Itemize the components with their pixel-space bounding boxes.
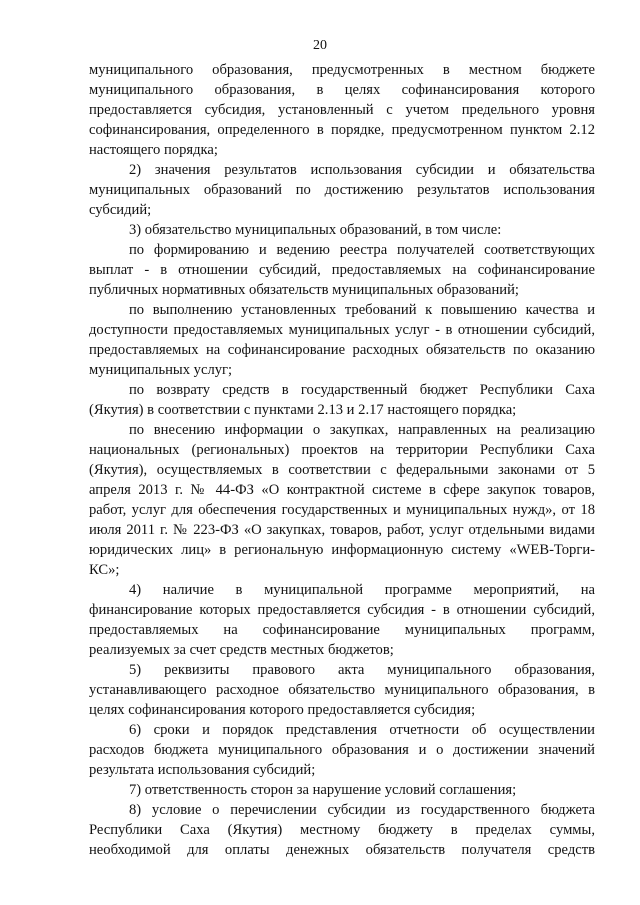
text-line: 7) ответственность сторон за нарушение условий соглашения; xyxy=(129,782,517,798)
text-line: муниципальных услуг; xyxy=(89,362,233,378)
text-line: национальных (региональных) проектов на территории Республики Саха xyxy=(89,442,595,458)
text-line: Республики Саха (Якутия) местному бюджету в пределах суммы, xyxy=(89,822,595,838)
text-line: 6) сроки и порядок представления отчетности об осуществлении xyxy=(129,722,595,738)
text-line: необходимой для оплаты денежных обязательств получателя средств xyxy=(89,842,595,858)
page-number: 20 xyxy=(313,38,327,53)
text-line: настоящего порядка; xyxy=(89,142,218,158)
text-line: муниципальных образований по достижению результатов использования xyxy=(89,182,595,198)
text-line: целях софинансирования которого предоставляется субсидия; xyxy=(89,702,476,718)
text-line: результата использования субсидий; xyxy=(89,762,316,778)
text-line: расходов бюджета муниципального образования и о достижении значений xyxy=(89,742,595,758)
text-line: (Якутия), осуществляемых в соответствии с федеральными законами от 5 xyxy=(89,462,595,478)
text-line: апреля 2013 г. № 44-ФЗ «О контрактной системе в сфере закупок товаров, xyxy=(89,482,595,498)
text-line: 5) реквизиты правового акта муниципального образования, xyxy=(129,662,595,678)
document-body xyxy=(89,60,595,860)
text-line: предоставляемых на софинансирование расходных обязательств по оказанию xyxy=(89,342,595,358)
text-line: 4) наличие в муниципальной программе мероприятий, на xyxy=(129,582,595,598)
text-line: выплат - в отношении субсидий, предоставляемых на софинансирование xyxy=(89,262,595,278)
text-line: июля 2011 г. № 223-ФЗ «О закупках, товаров, работ, услуг отдельными видами xyxy=(89,522,595,538)
text-line: предоставляется субсидия, установленный с учетом предельного уровня xyxy=(89,102,595,118)
text-line: по внесению информации о закупках, направленных на реализацию xyxy=(129,422,595,438)
text-line: устанавливающего расходное обязательство муниципального образования, в xyxy=(89,682,595,698)
text-line: юридических лиц» в региональную информационную систему «WEB-Торги- xyxy=(89,542,595,558)
text-line: доступности предоставляемых муниципальных услуг - в отношении субсидий, xyxy=(89,322,595,338)
text-line: муниципального образования, предусмотренных в местном бюджете xyxy=(89,62,595,78)
text-line: предоставляемых на софинансирование муниципальных программ, xyxy=(89,622,595,638)
text-line: по возврату средств в государственный бюджет Республики Саха xyxy=(129,382,595,398)
text-line: 8) условие о перечислении субсидии из государственного бюджета xyxy=(129,802,595,818)
text-line: субсидий; xyxy=(89,202,152,218)
text-line: публичных нормативных обязательств муниципальных образований; xyxy=(89,282,519,298)
text-line: (Якутия) в соответствии с пунктами 2.13 и 2.17 настоящего порядка; xyxy=(89,402,517,418)
text-line: работ, услуг для обеспечения государственных и муниципальных нужд», от 18 xyxy=(89,502,595,518)
text-line: по формированию и ведению реестра получателей соответствующих xyxy=(129,242,595,258)
text-line: КС»; xyxy=(89,562,120,578)
text-line: финансирование которых предоставляется субсидия - в отношении субсидий, xyxy=(89,602,595,618)
text-line: софинансирования, определенного в порядке, предусмотренном пунктом 2.12 xyxy=(89,122,595,138)
text-line: 2) значения результатов использования субсидии и обязательства xyxy=(129,162,595,178)
text-line: по выполнению установленных требований к повышению качества и xyxy=(129,302,595,318)
text-line: 3) обязательство муниципальных образований, в том числе: xyxy=(129,222,502,238)
text-line: реализуемых за счет средств местных бюджетов; xyxy=(89,642,394,658)
text-line: муниципального образования, в целях софинансирования которого xyxy=(89,82,595,98)
